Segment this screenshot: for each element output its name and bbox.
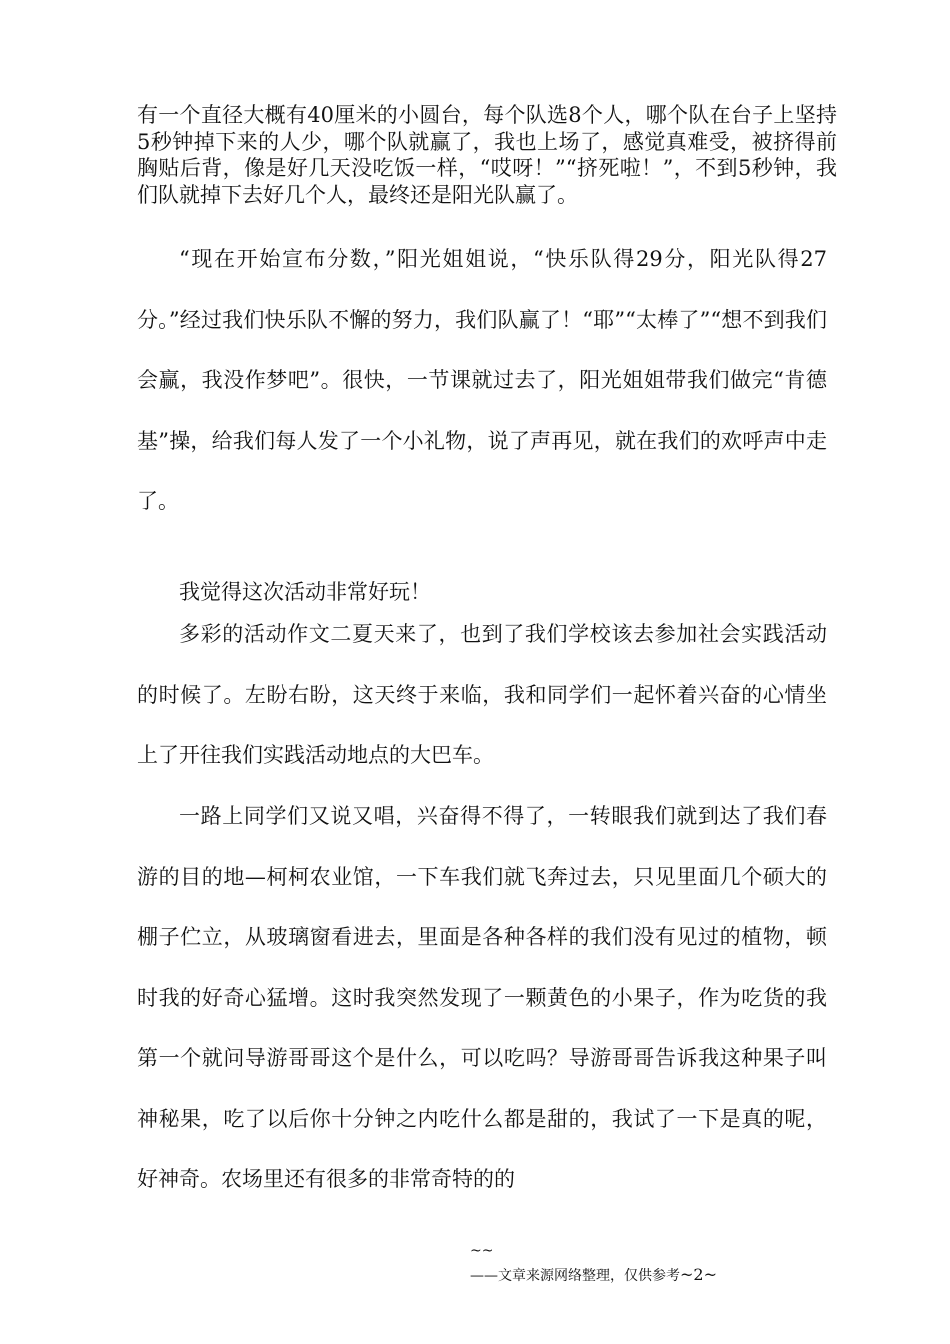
footer-marks: ~~ bbox=[470, 1243, 494, 1259]
paragraph-4: 多彩的活动作文二夏天来了，也到了我们学校该去参加社会实践活动的时候了。左盼右盼，这天终于来临，我和同学们一起怀着兴奋的心情坐上了开往我们实践活动地点的大巴车。 bbox=[137, 622, 827, 767]
page-number: ~2~ bbox=[680, 1265, 717, 1284]
paragraph-3: 我觉得这次活动非常好玩！ bbox=[179, 580, 431, 604]
paragraph-1: 有一个直径大概有40厘米的小圆台，每个队选8个人，哪个队在台子上坚持5秒钟掉下来的人少，哪个队就赢了，我也上场了，感觉真难受，被挤得前胸贴后背，像是好几天没吃饭一样，“哎呀！”“挤死啦！”，不到5秒钟，我们队就掉下去好几个人，最终还是阳光队赢了。 bbox=[137, 103, 837, 207]
footer-source-note: ——文章来源网络整理，仅供参考 bbox=[470, 1268, 680, 1284]
page-footer bbox=[470, 1265, 717, 1286]
paragraph-5: 一路上同学们又说又唱，兴奋得不得了，一转眼我们就到达了我们春游的目的地—柯柯农业馆，一下车我们就飞奔过去，只见里面几个硕大的棚子伫立，从玻璃窗看进去，里面是各种各样的我们没有见过的植物，顿时我的好奇心猛增。这时我突然发现了一颗黄色的小果子，作为吃货的我第一个就问导游哥哥这个是什么，可以吃吗？导游哥哥告诉我这种果子叫神秘果，吃了以后你十分钟之内吃什么都是甜的，我试了一下是真的呢，好神奇。农场里还有很多的非常奇特的的 bbox=[137, 804, 827, 1191]
paragraph-2: “现在开始宣布分数，”阳光姐姐说，“快乐队得29分，阳光队得27分。”经过我们快乐队不懈的努力，我们队赢了！“耶”“太棒了”“想不到我们会赢，我没作梦吧”。很快，一节课就过去了，阳光姐姐带我们做完“肯德基”操，给我们每人发了一个小礼物，说了声再见，就在我们的欢呼声中走了。 bbox=[137, 247, 827, 513]
